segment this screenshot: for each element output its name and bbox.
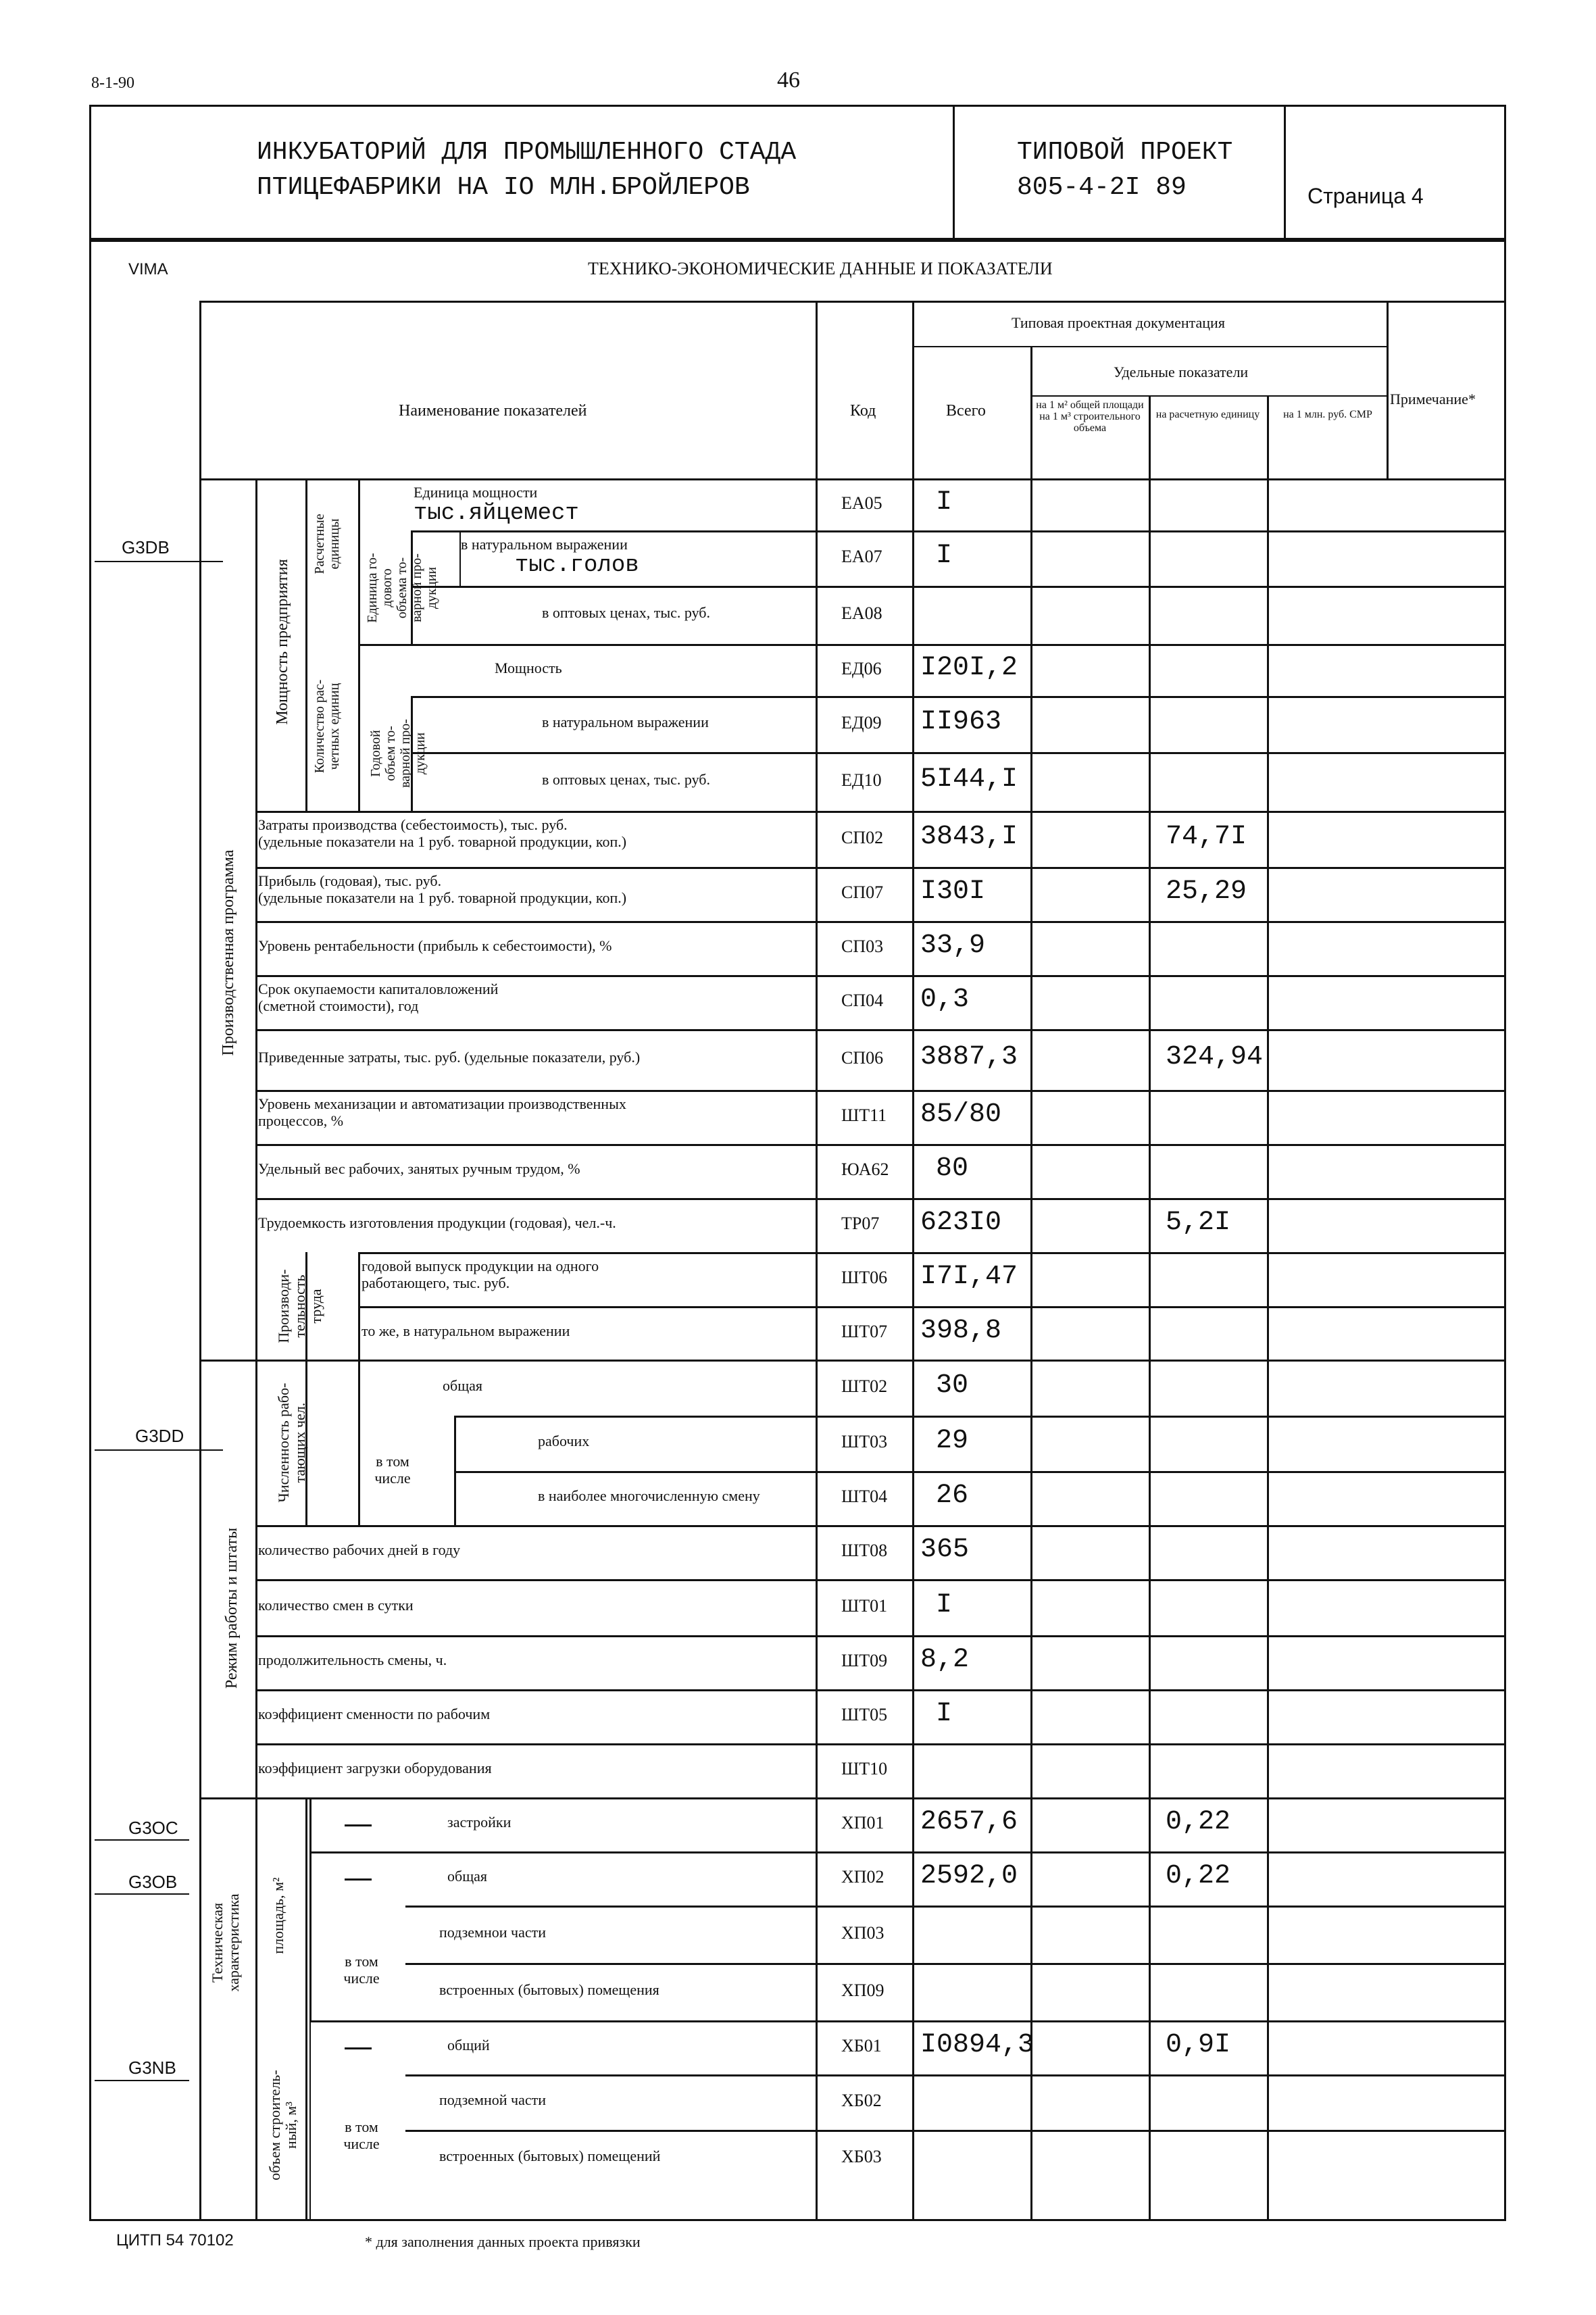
group-staff-count: Численность рабо- тающих чел. [275, 1383, 309, 1503]
footnote: * для заполнения данных проекта привязки [365, 2233, 641, 2250]
row-name: Мощность [495, 659, 562, 676]
section-code: VIMA [128, 260, 168, 278]
group-annual-volume-unit: Единица го- дового объема то- варной про- дукции [365, 553, 439, 623]
row-unit-value: 0,22 [1166, 1861, 1231, 1891]
row-total-value: 29 [936, 1426, 969, 1456]
row-name: Уровень рентабельности (прибыль к себестоимости), % [258, 937, 612, 954]
row-total-value: 26 [936, 1480, 969, 1511]
row-divider [309, 1851, 1506, 1853]
row-code: ХБ03 [841, 2146, 882, 2166]
col-per-unit-header: на расчетную единицу [1155, 409, 1260, 420]
dash-mark [345, 2047, 372, 2049]
row-total-value: I [936, 541, 953, 571]
group-regime: Режим работы и штаты [223, 1527, 241, 1689]
row-name: подземнои части [439, 1923, 547, 1941]
col-total-header: Всего [946, 402, 986, 420]
row-divider [405, 1906, 1506, 1908]
row-divider [405, 1963, 1506, 1965]
col-code-header: Код [850, 402, 876, 420]
row-divider [405, 2130, 1506, 2132]
row-code: ЕД10 [841, 770, 882, 790]
row-divider [358, 1360, 1506, 1362]
row-unit-value: 0,9I [1166, 2030, 1231, 2060]
row-name: количество смен в сутки [258, 1596, 414, 1614]
row-code: ЕА08 [841, 603, 882, 623]
row-code: ШТ08 [841, 1541, 888, 1560]
row-code: ХП03 [841, 1922, 884, 1943]
document-title [257, 135, 796, 205]
row-code: ХБ01 [841, 2036, 882, 2056]
row-name: коэффициент загрузки оборудования [258, 1760, 492, 1776]
mark-g3db: G3DB [122, 537, 170, 557]
row-divider [309, 1797, 1506, 1799]
row-name: общий [447, 2037, 490, 2053]
group-calc-units: Расчетные единицы [312, 514, 342, 574]
project-label: ТИПОВОЙ ПРОЕКТ [1017, 138, 1233, 167]
row-total-value: 3887,3 [920, 1042, 1018, 1072]
row-name: продолжительность смены, ч. [258, 1651, 447, 1668]
page-number: 46 [777, 68, 800, 93]
section-title: ТЕХНИКО-ЭКОНОМИЧЕСКИЕ ДАННЫЕ И ПОКАЗАТЕЛИ [588, 259, 1053, 278]
row-code: ЮА62 [841, 1160, 889, 1179]
row-total-value: I30I [920, 876, 986, 907]
col-specific-header: Удельные показатели [1114, 364, 1249, 380]
page-date: 8-1-90 [91, 74, 134, 92]
group-annual-volume: Годовой объем то- варной про- дукции [368, 719, 428, 788]
row-name: рабочих [538, 1433, 590, 1449]
group-area: площадь, м² [270, 1877, 286, 1954]
page-label: Страница 4 [1307, 184, 1424, 208]
row-total-value: I [936, 1589, 953, 1620]
group-count-units: Количество рас- четных единиц [312, 679, 342, 774]
row-code: ШТ05 [841, 1705, 888, 1724]
row-total-value: I7I,47 [920, 1262, 1018, 1292]
row-divider [255, 1144, 1506, 1146]
row-total-value: I [936, 1699, 953, 1729]
project-block [1017, 135, 1232, 205]
row-total-value: II963 [920, 706, 1002, 737]
row-name: Удельный вес рабочих, занятых ручным трудом, % [258, 1160, 580, 1177]
mark-g3nb: G3NB [128, 2058, 176, 2078]
row-name: коэффициент сменности по рабочим [258, 1706, 491, 1722]
row-code: ЕД09 [841, 712, 882, 732]
row-code: ХП09 [841, 1980, 884, 2000]
row-unit-value: 25,29 [1166, 876, 1247, 907]
row-code: ХП02 [841, 1867, 884, 1887]
row-name: встроенных (бытовых) помещений [439, 2147, 661, 2164]
row-name: подземной части [439, 2091, 547, 2108]
col-per-mln-header: на 1 млн. руб. СМР [1283, 409, 1372, 420]
row-code: ШТ02 [841, 1376, 888, 1396]
group-labor-prod: Производи- тельность труда [275, 1269, 325, 1343]
row-total-value: 85/80 [920, 1099, 1002, 1130]
row-total-value: I0894,3 [920, 2030, 1034, 2060]
col-typical-header: Типовая проектная документация [1012, 314, 1225, 331]
footer-code: ЦИТП 54 70102 [116, 2231, 234, 2249]
row-total-value: 623I0 [920, 1208, 1002, 1238]
row-name: встроенных (бытовых) помещения [439, 1981, 659, 1998]
row-code: СП06 [841, 1048, 884, 1068]
row-name: в натуральном выражении [542, 713, 709, 730]
row-code: ШТ04 [841, 1487, 888, 1506]
row-total-value: 2657,6 [920, 1807, 1018, 1837]
row-code: ЕА07 [841, 547, 882, 566]
row-total-value: I [936, 487, 953, 518]
row-divider [255, 1743, 1506, 1745]
row-code: ХП01 [841, 1813, 884, 1833]
row-name: общая [447, 1868, 488, 1885]
row-divider [255, 1525, 1506, 1527]
row-unit-value: 5,2I [1166, 1208, 1231, 1238]
row-name: застройки [447, 1814, 512, 1831]
row-divider [358, 1306, 1506, 1308]
row-divider [255, 921, 1506, 923]
project-number: 805-4-2I 89 [1017, 173, 1187, 202]
row-divider [358, 1252, 1506, 1254]
mark-g3dd: G3DD [135, 1426, 184, 1446]
row-code: ШТ01 [841, 1595, 888, 1616]
row-divider [309, 2020, 1506, 2022]
row-divider [411, 696, 1506, 698]
row-unit-value: 324,94 [1166, 1042, 1264, 1072]
row-name: в оптовых ценах, тыс. руб. [542, 604, 711, 621]
row-name: Уровень механизации и автоматизации производственных процессов, % [258, 1095, 626, 1130]
row-unit-value: 0,22 [1166, 1807, 1231, 1837]
row-total-value: 3843,I [920, 821, 1018, 852]
row-code: ТР07 [841, 1214, 880, 1233]
incl-label: в том числе [343, 1953, 380, 1987]
row-unit-value: 74,7I [1166, 821, 1247, 852]
row-code: ШТ03 [841, 1432, 888, 1451]
row-code: ШТ07 [841, 1321, 888, 1341]
row-name: Приведенные затраты, тыс. руб. (удельные показатели, руб.) [258, 1049, 641, 1066]
row-total-value: 398,8 [920, 1315, 1002, 1346]
title-line-2: ПТИЦЕФАБРИКИ НА IO МЛН.БРОЙЛЕРОВ [257, 173, 750, 202]
row-total-value: 365 [920, 1535, 970, 1565]
row-divider [411, 530, 1506, 532]
row-total-value: 8,2 [920, 1645, 970, 1675]
row-name: то же, в натуральном выражении [361, 1322, 570, 1339]
row-divider [454, 1416, 1506, 1418]
title-line-1: ИНКУБАТОРИЙ ДЛЯ ПРОМЫШЛЕННОГО СТАДА [257, 138, 797, 167]
row-name: в наиболее многочисленную смену [538, 1487, 760, 1504]
row-name: годовой выпуск продукции на одного работающего, тыс. руб. [361, 1258, 599, 1292]
row-code: ШТ10 [841, 1759, 888, 1778]
row-name: Срок окупаемости капиталовложений (сметной стоимости), год [258, 980, 499, 1015]
row-divider [255, 1198, 1506, 1200]
row-divider [405, 2074, 1506, 2076]
dash-mark [345, 1824, 372, 1826]
row-divider [255, 1029, 1506, 1031]
row-name: в оптовых ценах, тыс. руб. [542, 770, 711, 788]
incl-label: в том числе [343, 2118, 380, 2153]
row-total-value: I20I,2 [920, 652, 1018, 683]
row-code: СП02 [841, 827, 884, 847]
group-volume: объем строитель- ный, м³ [266, 2070, 300, 2181]
col-note-header: Примечание* [1390, 391, 1476, 407]
row-divider [411, 752, 1506, 754]
row-name: количество рабочих дней в году [258, 1541, 461, 1558]
col-per-m2-header: на 1 м² общей площади на 1 м³ строительного объема [1036, 399, 1144, 434]
row-divider [255, 1635, 1506, 1637]
row-divider [255, 1579, 1506, 1581]
row-code: ШТ06 [841, 1268, 888, 1287]
row-divider [358, 644, 1506, 646]
row-name: Единица мощности тыс.яйцемест [414, 484, 579, 527]
row-divider [411, 586, 1506, 588]
group-capacity: Мощность предприятия [274, 559, 291, 725]
col-name-header: Наименование показателей [399, 402, 587, 420]
row-divider [255, 867, 1506, 869]
row-divider [255, 1090, 1506, 1092]
incl-label: в том числе [374, 1453, 411, 1487]
row-code: ШТ11 [841, 1105, 887, 1125]
row-total-value: 2592,0 [920, 1861, 1018, 1891]
row-name: Трудоемкость изготовления продукции (годовая), чел.-ч. [258, 1214, 616, 1231]
row-code: СП03 [841, 937, 884, 956]
row-code: ЕА05 [841, 493, 882, 513]
row-code: ЕД06 [841, 658, 882, 678]
group-prod-program: Производственная программа [220, 849, 237, 1056]
row-name: Затраты производства (себестоимость), тыс. руб. (удельные показатели на 1 руб. товарной продукции, коп.) [258, 816, 627, 851]
group-tech: Техническая характеристика [209, 1893, 243, 1992]
row-name: общая [443, 1376, 483, 1394]
row-code: ШТ09 [841, 1651, 888, 1670]
row-code: СП04 [841, 991, 884, 1010]
row-name: в натуральном выражении тыс.голов [461, 536, 639, 579]
dash-mark [345, 1878, 372, 1881]
row-code: СП07 [841, 882, 884, 902]
row-total-value: 30 [936, 1370, 969, 1401]
row-total-value: 33,9 [920, 930, 986, 961]
row-name: Прибыль (годовая), тыс. руб. (удельные показатели на 1 руб. товарной продукции, коп.) [258, 872, 627, 907]
row-total-value: 80 [936, 1153, 969, 1184]
row-divider [255, 1689, 1506, 1691]
row-divider [255, 975, 1506, 977]
row-total-value: 5I44,I [920, 764, 1018, 795]
mark-g3oc: G3OC [128, 1818, 178, 1838]
mark-g3ob: G3OB [128, 1872, 178, 1892]
row-divider [454, 1471, 1506, 1473]
row-total-value: 0,3 [920, 985, 970, 1015]
row-code: ХБ02 [841, 2091, 882, 2110]
